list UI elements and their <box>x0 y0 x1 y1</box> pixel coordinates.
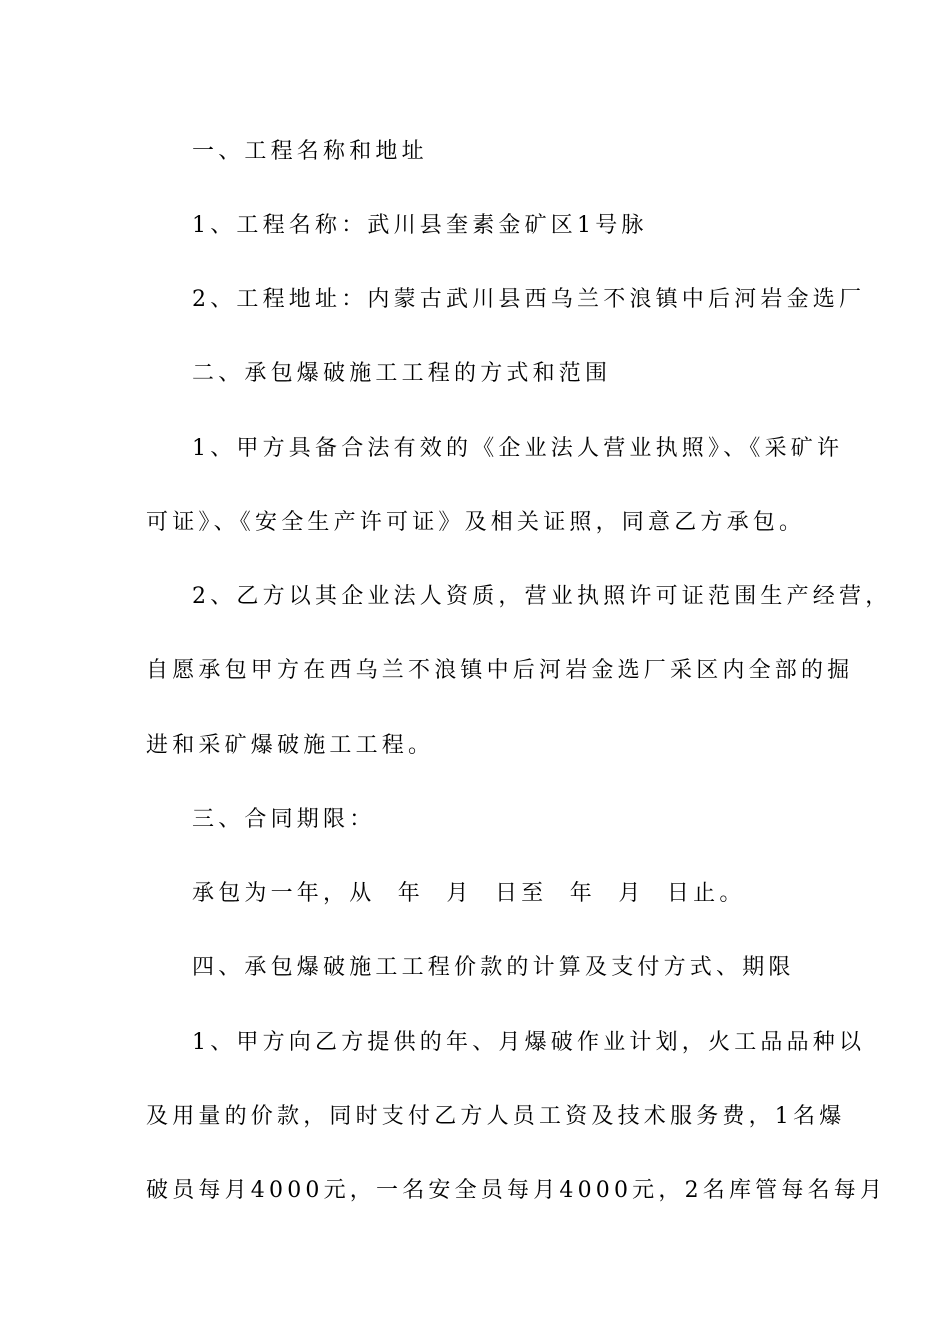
project-name: 1、工程名称：武川县奎素金矿区1号脉 <box>192 213 648 238</box>
section-heading-1: 一、工程名称和地址 <box>192 139 428 164</box>
paragraph-line: 1、甲方向乙方提供的年、月爆破作业计划，火工品品种以 <box>192 1030 866 1055</box>
paragraph-line: 1、甲方具备合法有效的《企业法人营业执照》、《采矿许 <box>192 436 844 461</box>
contract-term: 承包为一年，从 年 月 日至 年 月 日止。 <box>192 881 746 906</box>
paragraph-line: 可证》、《安全生产许可证》及相关证照，同意乙方承包。 <box>146 510 806 535</box>
project-address: 2、工程地址：内蒙古武川县西乌兰不浪镇中后河岩金选厂 <box>192 287 866 312</box>
paragraph-line: 及用量的价款，同时支付乙方人员工资及技术服务费，1名爆 <box>146 1104 846 1129</box>
paragraph-line: 进和采矿爆破施工工程。 <box>146 733 435 758</box>
section-heading-3: 三、合同期限： <box>192 807 376 832</box>
section-heading-4: 四、承包爆破施工工程价款的计算及支付方式、期限 <box>192 955 795 980</box>
paragraph-line: 自愿承包甲方在西乌兰不浪镇中后河岩金选厂采区内全部的掘 <box>146 658 854 683</box>
paragraph-line: 2、乙方以其企业法人资质，营业执照许可证范围生产经营， <box>192 584 892 609</box>
paragraph-line: 破员每月4000元，一名安全员每月4000元，2名库管每名每月 <box>146 1178 887 1203</box>
section-heading-2: 二、承包爆破施工工程的方式和范围 <box>192 361 612 386</box>
